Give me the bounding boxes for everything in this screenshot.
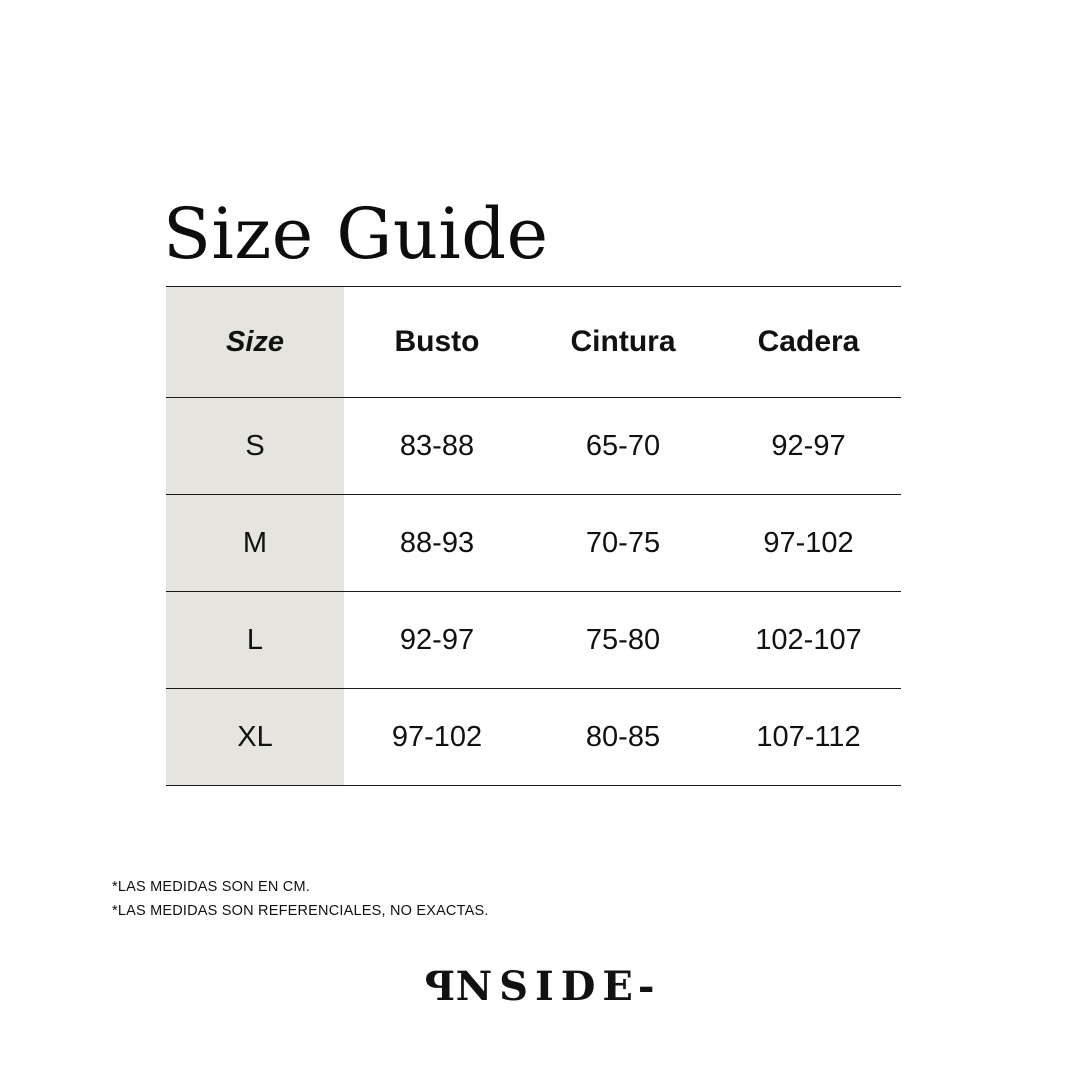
table-row xyxy=(166,398,901,495)
size-table-container xyxy=(166,286,901,786)
cell-cintura: 80-85 xyxy=(530,689,716,786)
size-guide-table xyxy=(166,286,901,786)
cell-cadera: 97-102 xyxy=(716,495,901,592)
brand-footer xyxy=(0,963,1080,1010)
table-row xyxy=(166,689,901,786)
page-title: Size Guide xyxy=(163,192,549,275)
cell-size: S xyxy=(166,398,344,495)
column-header-size: Size xyxy=(166,287,344,398)
cell-busto: 97-102 xyxy=(344,689,530,786)
brand-name: NSIDE xyxy=(455,963,640,1010)
measurement-notes xyxy=(112,876,489,924)
cell-cintura: 70-75 xyxy=(530,495,716,592)
note-line-disclaimer: *LAS MEDIDAS SON REFERENCIALES, NO EXACTAS. xyxy=(112,902,489,919)
cell-cadera: 92-97 xyxy=(716,398,901,495)
table-row xyxy=(166,495,901,592)
table-header-row xyxy=(166,287,901,398)
table-row xyxy=(166,592,901,689)
cell-size: XL xyxy=(166,689,344,786)
column-header-busto: Busto xyxy=(344,287,530,398)
brand-dash: - xyxy=(637,963,662,1010)
cell-busto: 88-93 xyxy=(344,495,530,592)
cell-cintura: 75-80 xyxy=(530,592,716,689)
column-header-cintura: Cintura xyxy=(530,287,716,398)
cell-cadera: 107-112 xyxy=(716,689,901,786)
note-line-units: *LAS MEDIDAS SON EN CM. xyxy=(112,879,310,895)
cell-cadera: 102-107 xyxy=(716,592,901,689)
cell-busto: 83-88 xyxy=(344,398,530,495)
column-header-cadera: Cadera xyxy=(716,287,901,398)
cell-size: L xyxy=(166,592,344,689)
brand-mark-icon: P xyxy=(418,963,456,1010)
cell-cintura: 65-70 xyxy=(530,398,716,495)
brand-logo xyxy=(418,963,661,1010)
cell-busto: 92-97 xyxy=(344,592,530,689)
cell-size: M xyxy=(166,495,344,592)
